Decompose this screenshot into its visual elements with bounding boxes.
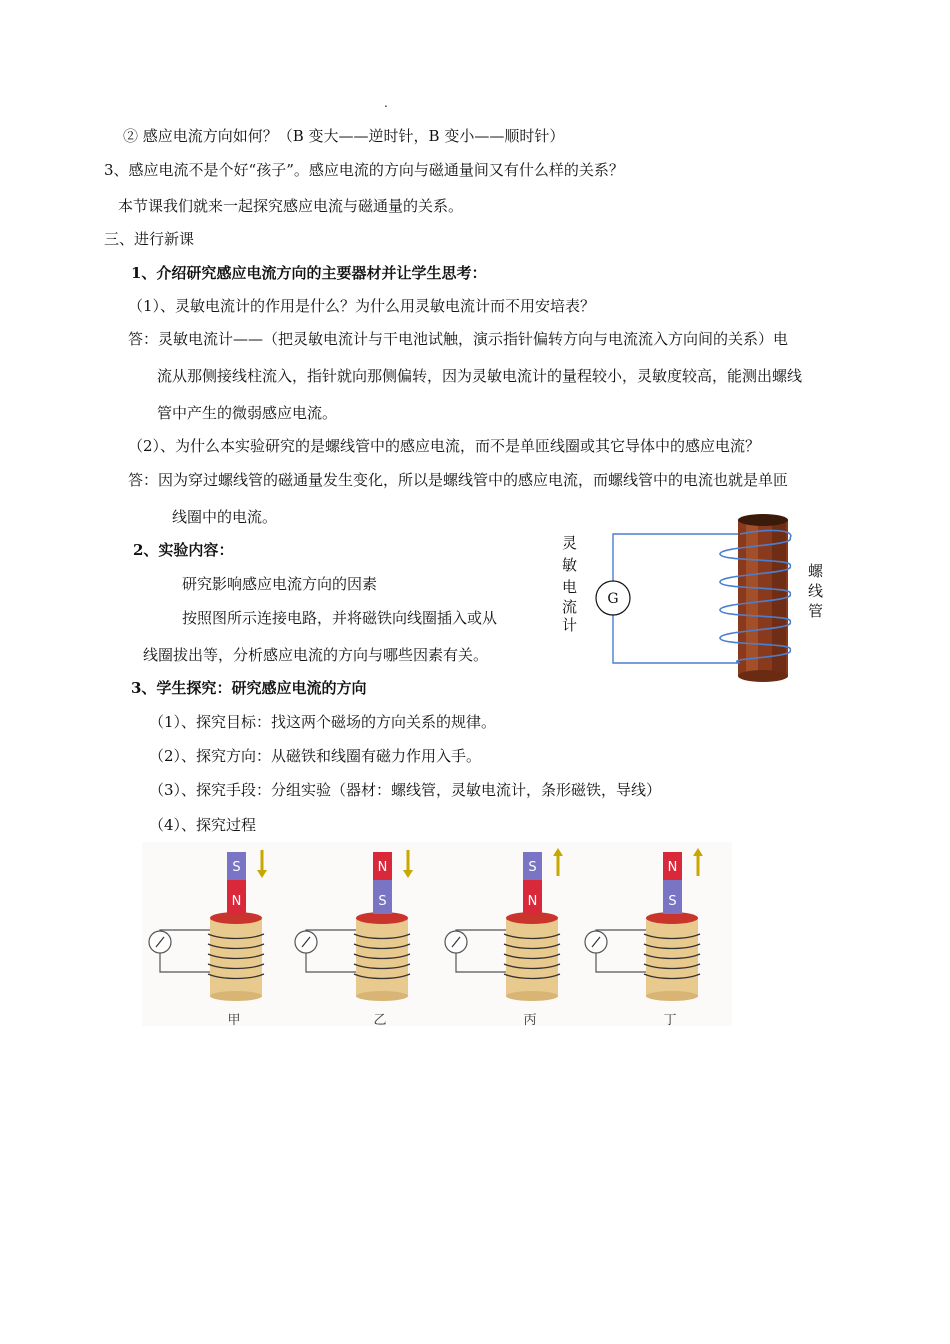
galvanometer-symbol <box>596 581 630 615</box>
inquiry-method: （3）、探究手段：分组实验（器材：螺线管，灵敏电流计，条形磁铁，导线） <box>149 781 662 799</box>
header-dot: . <box>384 96 388 110</box>
text-line-current-direction: ② 感应电流方向如何？（B 变大——逆时针，B 变小——顺时针） <box>123 127 565 145</box>
experiment-instruction-1: 按照图所示连接电路，并将磁铁向线圈插入或从 <box>182 609 498 627</box>
section-heading-new-lesson: 三、进行新课 <box>104 230 195 248</box>
solenoid-label-char: 线 <box>808 582 824 600</box>
magnet-top-pole-label: N <box>667 860 678 875</box>
experiment-figures <box>142 842 732 1026</box>
heading-experiment-content: 2、实验内容： <box>133 541 234 559</box>
question-2: （2）、为什么本实验研究的是螺线管中的感应电流，而不是单匝线圈或其它导体中的感应电流？ <box>128 437 761 455</box>
galvanometer-label-char: 计 <box>562 616 578 634</box>
solenoid-label-char: 管 <box>808 602 824 620</box>
inquiry-goal: （1）、探究目标：找这两个磁场的方向关系的规律。 <box>149 713 497 731</box>
magnet-top-pole-label: S <box>528 860 537 875</box>
inquiry-direction: （2）、探究方向：从磁铁和线圈有磁力作用入手。 <box>149 747 482 765</box>
solenoid-label <box>808 562 824 620</box>
solenoid-label-char: 螺 <box>808 562 824 580</box>
galvanometer-symbol-letter: G <box>607 591 619 607</box>
coil-base <box>356 991 408 1001</box>
galvanometer-label-char: 灵 <box>562 534 578 552</box>
answer-1-line-1: 答：灵敏电流计——（把灵敏电流计与干电池试触，演示指针偏转方向与电流流入方向间的关系）电 <box>128 330 789 348</box>
solenoid-bottom <box>738 670 788 682</box>
magnet-bottom-pole-label: S <box>668 894 677 909</box>
answer-2-line-2: 线圈中的电流。 <box>172 508 278 526</box>
magnet-bottom-pole-label: S <box>378 894 387 909</box>
coil-base <box>506 991 558 1001</box>
answer-1-line-2: 流从那侧接线柱流入，指针就向那侧偏转，因为灵敏电流计的量程较小，灵敏度较高，能测出螺线 <box>157 367 803 385</box>
heading-equipment: 1、介绍研究感应电流方向的主要器材并让学生思考： <box>131 264 487 282</box>
experiment-caption: 丁 <box>663 1013 677 1026</box>
inquiry-process: （4）、探究过程 <box>149 816 257 834</box>
circuit-diagram <box>560 512 840 682</box>
magnet-top-pole-label: S <box>232 860 241 875</box>
heading-student-inquiry: 3、学生探究：研究感应电流的方向 <box>131 679 367 697</box>
galvanometer-label-char: 流 <box>562 598 578 616</box>
magnet-bottom-pole-label: N <box>527 894 538 909</box>
coil-base <box>646 991 698 1001</box>
answer-1-line-3: 管中产生的微弱感应电流。 <box>157 404 338 422</box>
experiment-caption: 丙 <box>523 1013 537 1026</box>
magnet-top-pole-label: N <box>377 860 388 875</box>
galvanometer-label-char: 敏 <box>562 556 578 574</box>
solenoid-top <box>738 514 788 526</box>
text-line-intro: 本节课我们就来一起探究感应电流与磁通量的关系。 <box>118 197 464 215</box>
experiment-caption: 乙 <box>373 1013 387 1026</box>
galvanometer-label <box>562 534 577 634</box>
answer-2-line-1: 答：因为穿过螺线管的磁通量发生变化，所以是螺线管中的感应电流，而螺线管中的电流也就是单匝 <box>128 471 789 489</box>
experiment-topic: 研究影响感应电流方向的因素 <box>182 575 378 593</box>
question-1: （1）、灵敏电流计的作用是什么？为什么用灵敏电流计而不用安培表？ <box>128 297 596 315</box>
experiment-instruction-2: 线圈拔出等，分析感应电流的方向与哪些因素有关。 <box>143 646 489 664</box>
magnet-bottom-pole-label: N <box>231 894 242 909</box>
experiment-caption: 甲 <box>227 1013 241 1026</box>
galvanometer-label-char: 电 <box>562 578 578 596</box>
text-line-question-3: 3、感应电流不是个好“孩子”。感应电流的方向与磁通量间又有什么样的关系？ <box>104 161 624 179</box>
solenoid <box>720 514 791 682</box>
coil-base <box>210 991 262 1001</box>
